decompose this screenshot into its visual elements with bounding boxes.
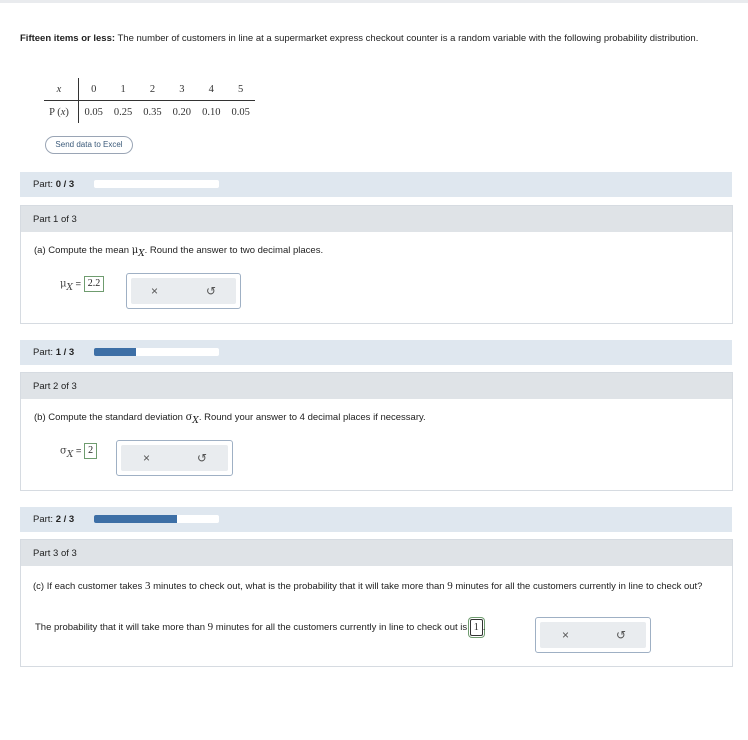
part-3-answer-line: The probability that it will take more than 9 minutes for all the customers currently in line to check out is 1 . — [35, 619, 485, 636]
part-2-equation: σX = 2 — [60, 443, 97, 459]
clear-icon[interactable]: × — [143, 451, 151, 465]
progress-fill — [94, 515, 177, 523]
x-value: 2 — [138, 78, 167, 101]
p-value: 0.05 — [231, 106, 250, 118]
progress-track — [94, 515, 219, 523]
p-value: 0.35 — [143, 106, 162, 118]
undo-icon[interactable]: ↺ — [616, 628, 627, 642]
p-value: 0.20 — [172, 106, 192, 118]
x-value: 4 — [197, 78, 226, 101]
intro-title: Fifteen items or less: — [20, 33, 116, 44]
part-2-toolbar — [116, 440, 233, 476]
mean-answer-field[interactable]: 2.2 — [84, 276, 105, 292]
intro-text: The number of customers in line at a supermarket express checkout counter is a random variable with the following probability distribution. — [115, 33, 699, 44]
progress-track — [94, 348, 219, 356]
px-label: P (x) — [44, 101, 79, 124]
part-header: Part 3 of 3 — [21, 540, 732, 566]
part-progress-bar — [20, 172, 732, 197]
part-progress-label: Part: 2 / 3 — [33, 514, 75, 525]
part-progress-bar — [20, 340, 732, 365]
undo-icon[interactable]: ↺ — [197, 451, 208, 465]
part-2-question: (b) Compute the standard deviation σX. Round your answer to 4 decimal places if necessary. — [34, 412, 426, 426]
part-3-toolbar — [535, 617, 651, 653]
clear-icon[interactable]: × — [562, 628, 570, 642]
part-progress-label: Part: 0 / 3 — [33, 179, 75, 190]
undo-icon[interactable]: ↺ — [206, 284, 217, 298]
problem-intro — [20, 33, 720, 45]
part-progress-label: Part: 1 / 3 — [33, 347, 75, 358]
x-value: 5 — [226, 78, 255, 101]
x-value: 0 — [79, 78, 109, 101]
top-border — [0, 0, 748, 3]
clear-icon[interactable]: × — [151, 284, 159, 298]
part-header: Part 1 of 3 — [21, 206, 732, 232]
p-value: 0.10 — [202, 106, 221, 118]
p-value: 0.05 — [84, 106, 103, 118]
progress-fill — [94, 348, 136, 356]
x-label: x — [44, 78, 79, 101]
progress-track — [94, 180, 219, 188]
part-header: Part 2 of 3 — [21, 373, 732, 399]
part-1-toolbar — [126, 273, 241, 309]
distribution-table — [44, 78, 255, 123]
probability-answer-field[interactable]: 1 — [470, 619, 483, 636]
part-1-question: (a) Compute the mean μX. Round the answer to two decimal places. — [34, 245, 324, 259]
part-progress-bar — [20, 507, 732, 532]
part-1-equation: μX = 2.2 — [60, 276, 104, 292]
x-value: 3 — [167, 78, 196, 101]
part-3-question: (c) If each customer takes 3 minutes to check out, what is the probability that it will take more than 9 minutes for all the customers currently in line to check out? — [33, 580, 703, 592]
p-value: 0.25 — [113, 106, 133, 118]
x-value: 1 — [108, 78, 137, 101]
std-dev-answer-field[interactable]: 2 — [84, 443, 97, 459]
send-to-excel-button[interactable]: Send data to Excel — [45, 136, 133, 154]
